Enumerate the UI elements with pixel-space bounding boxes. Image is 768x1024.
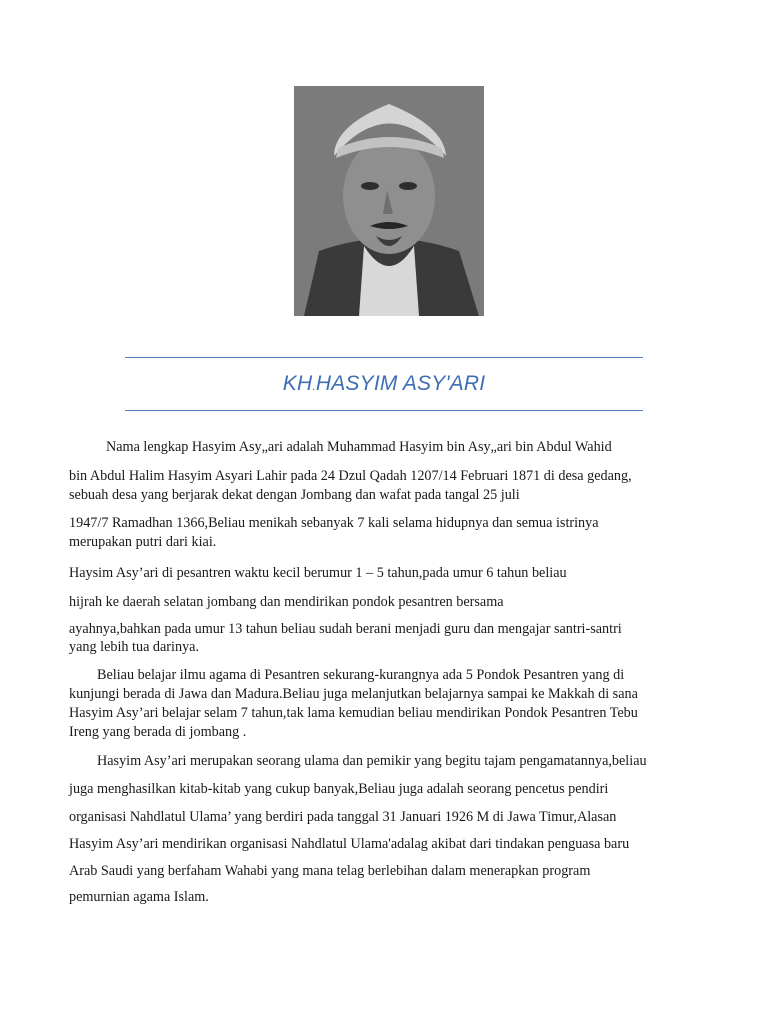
page-title xyxy=(0,372,768,396)
text-line: yang lebih tua darinya. xyxy=(69,639,200,655)
text-line: Nama lengkap Hasyim Asy„ari adalah Muhammad Hasyim bin Asy„ari bin Abdul Wahid xyxy=(106,439,612,455)
title-name: HASYIM ASY'ARI xyxy=(315,372,486,395)
text-line: Arab Saudi yang berfaham Wahabi yang mana telag berlebihan dalam menerapkan program xyxy=(69,863,591,879)
text-line: sebuah desa yang berjarak dekat dengan Jombang dan wafat pada tangal 25 juli xyxy=(69,487,520,503)
text-line: organisasi Nahdlatul Ulama’ yang berdiri pada tanggal 31 Januari 1926 M di Jawa Timur,Alasan xyxy=(69,809,617,825)
text-line: bin Abdul Halim Hasyim Asyari Lahir pada 24 Dzul Qadah 1207/14 Februari 1871 di desa gedang, xyxy=(69,468,632,484)
title-dot: . xyxy=(312,379,316,393)
title-rule-top xyxy=(125,357,643,358)
text-line: Ireng yang berada di jombang . xyxy=(69,724,247,740)
portrait-photo xyxy=(294,86,484,316)
text-line: Hasyim Asy’ari merupakan seorang ulama dan pemikir yang begitu tajam pengamatannya,beliau xyxy=(97,753,647,769)
text-line: Haysim Asy’ari di pesantren waktu kecil berumur 1 – 5 tahun,pada umur 6 tahun beliau xyxy=(69,565,567,581)
text-line: kunjungi berada di Jawa dan Madura.Beliau juga melanjutkan belajarnya sampai ke Makkah di sana xyxy=(69,686,638,702)
text-line: pemurnian agama Islam. xyxy=(69,889,209,905)
text-line: juga menghasilkan kitab-kitab yang cukup banyak,Beliau juga adalah seorang pencetus pendiri xyxy=(69,781,609,797)
title-rule-bottom xyxy=(125,410,643,411)
text-line: ayahnya,bahkan pada umur 13 tahun beliau sudah berani menjadi guru dan mengajar santri-santri xyxy=(69,621,622,637)
portrait-icon xyxy=(294,86,484,316)
text-line: 1947/7 Ramadhan 1366,Beliau menikah sebanyak 7 kali selama hidupnya dan semua istrinya xyxy=(69,515,599,531)
text-line: Hasyim Asy’ari belajar selam 7 tahun,tak lama kemudian beliau mendirikan Pondok Pesantren Tebu xyxy=(69,705,638,721)
text-line: Hasyim Asy’ari mendirikan organisasi Nahdlatul Ulama'adalag akibat dari tindakan penguasa baru xyxy=(69,836,630,852)
title-prefix: KH xyxy=(282,372,313,395)
text-line: Beliau belajar ilmu agama di Pesantren sekurang-kurangnya ada 5 Pondok Pesantren yang di xyxy=(97,667,625,683)
text-line: merupakan putri dari kiai. xyxy=(69,534,217,550)
text-line: hijrah ke daerah selatan jombang dan mendirikan pondok pesantren bersama xyxy=(69,594,504,610)
